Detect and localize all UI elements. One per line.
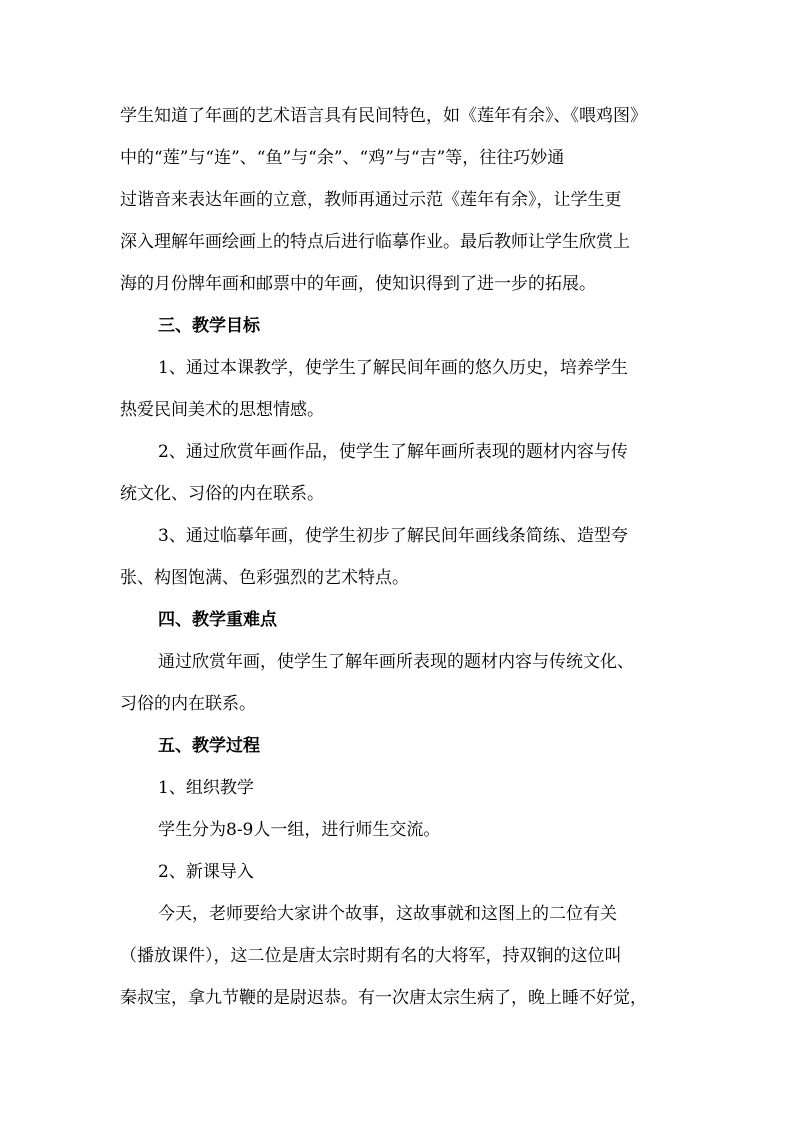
- text-line: 秦叔宝，拿九节鞭的是尉迟恭。有一次唐太宗生病了，晚上睡不好觉，: [120, 988, 647, 1008]
- text-line: 过谐音来表达年画的立意，教师再通过示范《莲年有余》，让学生更: [120, 190, 622, 210]
- section-heading: 五、教学过程: [158, 736, 260, 756]
- text-line: 张、构图饱满、色彩强烈的艺术特点。: [120, 568, 409, 588]
- text-line: 2、新课导入: [158, 862, 254, 882]
- text-line: 学生分为8-9人一组，进行师生交流。: [158, 820, 441, 840]
- section-heading: 四、教学重难点: [158, 610, 277, 630]
- text-line: 通过欣赏年画，使学生了解年画所表现的题材内容与传统文化、: [158, 652, 634, 672]
- text-line: 中的“莲”与“连”、“鱼”与“余”、“鸡”与“吉”等，往往巧妙通: [120, 148, 565, 168]
- text-line: 1、通过本课教学，使学生了解民间年画的悠久历史，培养学生: [158, 358, 628, 378]
- text-line: 统文化、习俗的内在联系。: [120, 484, 324, 504]
- text-line: （播放课件），这二位是唐太宗时期有名的大将军，持双锏的这位叫: [120, 946, 622, 966]
- text-line: 学生知道了年画的艺术语言具有民间特色，如《莲年有余》、《喂鸡图》: [120, 106, 647, 126]
- section-heading: 三、教学目标: [158, 316, 260, 336]
- text-line: 热爱民间美术的思想情感。: [120, 400, 324, 420]
- text-line: 海的月份牌年画和邮票中的年画，使知识得到了进一步的拓展。: [120, 274, 596, 294]
- text-line: 深入理解年画绘画上的特点后进行临摹作业。最后教师让学生欣赏上: [120, 232, 630, 252]
- text-line: 1、组织教学: [158, 778, 254, 798]
- text-line: 习俗的内在联系。: [120, 694, 256, 714]
- text-line: 2、通过欣赏年画作品，使学生了解年画所表现的题材内容与传: [158, 442, 628, 462]
- text-line: 3、通过临摹年画，使学生初步了解民间年画线条简练、造型夸: [158, 526, 628, 546]
- text-line: 今天，老师要给大家讲个故事，这故事就和这图上的二位有关: [158, 904, 617, 924]
